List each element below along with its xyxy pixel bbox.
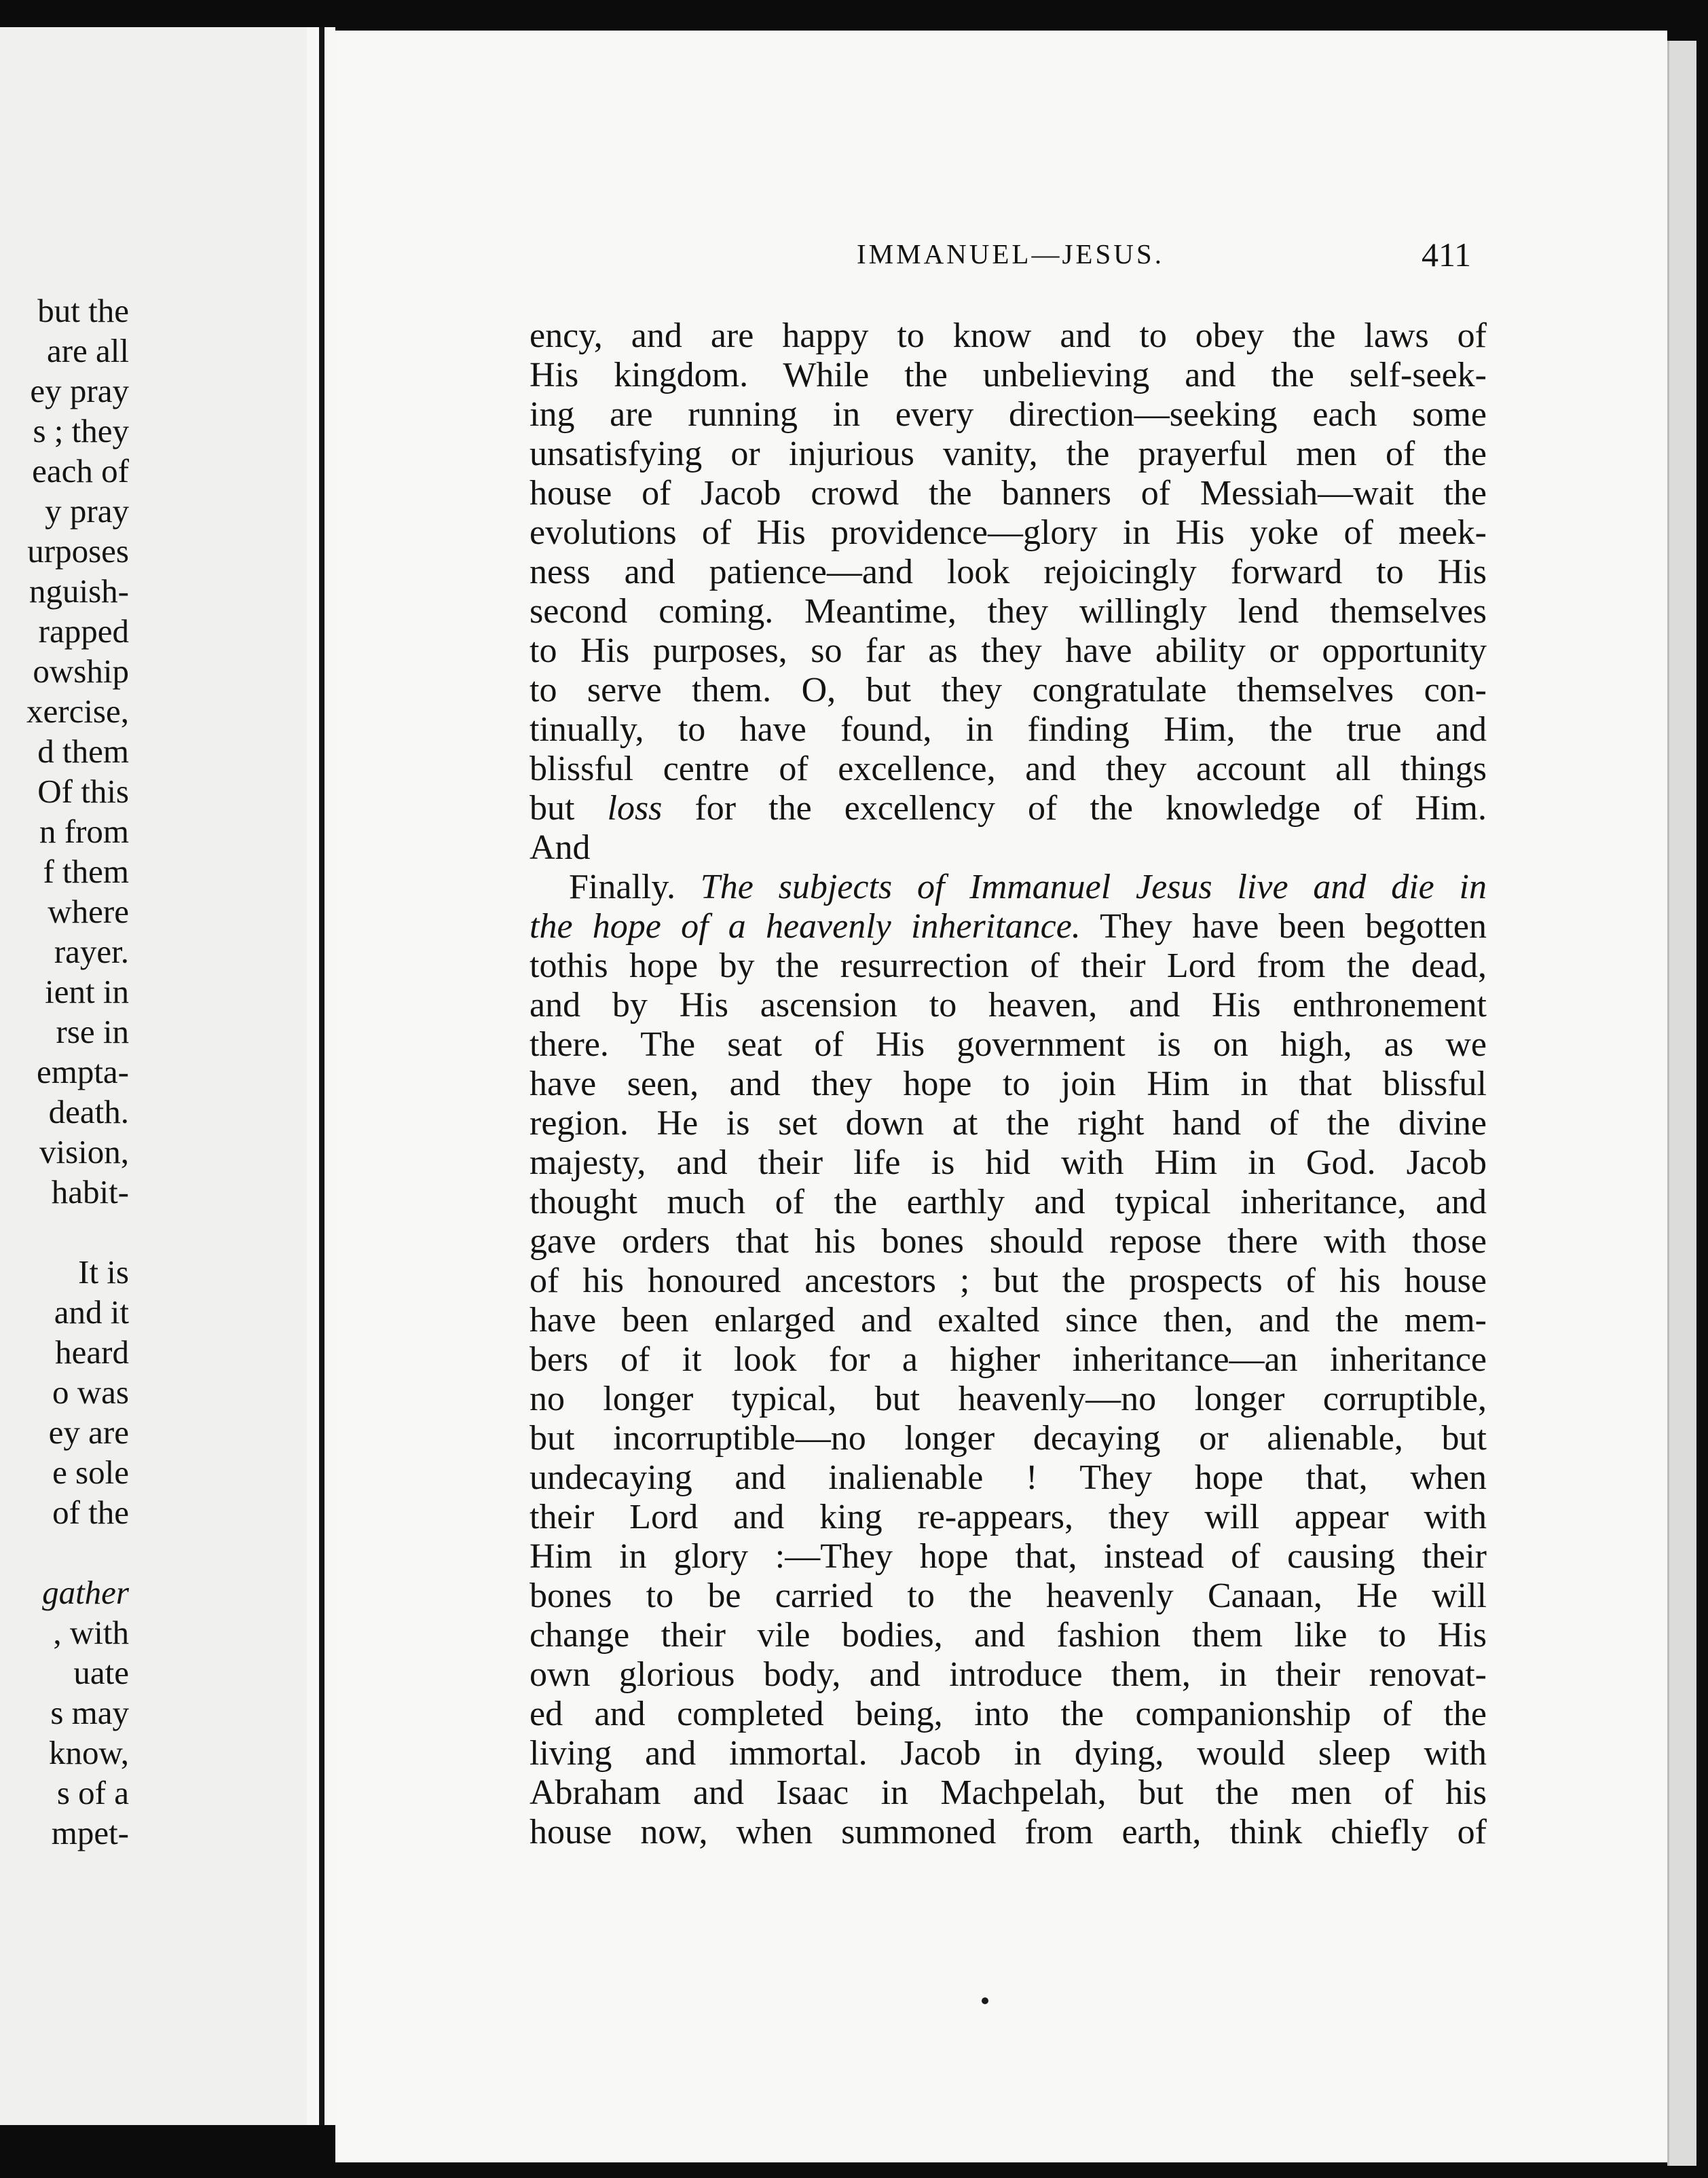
text-line: ency, and are happy to know and to obey the laws of	[530, 316, 1487, 355]
text-line: their Lord and king re-appears, they will appear with	[530, 1498, 1487, 1536]
text-line: but incorruptible—no longer decaying or alienable, but	[530, 1419, 1487, 1458]
text-line: to His purposes, so far as they have ability or opportunity	[530, 631, 1487, 670]
text-line: Him in glory :—They hope that, instead of causing their	[530, 1537, 1487, 1576]
text-line: house now, when summoned from earth, think chiefly of	[530, 1813, 1487, 1851]
left-page-line: uate	[73, 1654, 129, 1691]
left-page-line: habit-	[51, 1173, 129, 1211]
text-line: of his honoured ancestors ; but the prospects of his house	[530, 1261, 1487, 1300]
text-line: second coming. Meantime, they willingly lend themselves	[530, 592, 1487, 631]
text-line: Abraham and Isaac in Machpelah, but the men of his	[530, 1773, 1487, 1812]
left-page-line: gather	[42, 1574, 129, 1611]
left-page-line: e sole	[52, 1454, 129, 1491]
text-line: And	[530, 828, 591, 867]
left-page-line: f them	[43, 853, 129, 890]
left-page-line: ey are	[48, 1414, 129, 1451]
text-line: have seen, and they hope to join Him in that blissful	[530, 1065, 1487, 1103]
text-line: tinually, to have found, in finding Him, the true and	[530, 710, 1487, 749]
left-page-line: of the	[52, 1494, 129, 1531]
left-page-line: It is	[78, 1253, 129, 1291]
text-line: no longer typical, but heavenly—no longer corruptible,	[530, 1380, 1487, 1418]
left-page-line: empta-	[36, 1053, 129, 1090]
text-run: They have been begotten	[1080, 907, 1487, 946]
text-run: Finally.	[569, 868, 701, 906]
left-page-line: are all	[46, 332, 129, 369]
text-line	[530, 789, 1487, 828]
ink-dot	[982, 1997, 988, 2004]
text-line: to serve them. O, but they congratulate themselves con-	[530, 671, 1487, 709]
left-page-line: but the	[37, 292, 129, 329]
text-line: ness and patience—and look rejoicingly forward to His	[530, 553, 1487, 591]
text-line: His kingdom. While the unbelieving and the self-seek-	[530, 356, 1487, 394]
text-line: undecaying and inalienable ! They hope that, when	[530, 1458, 1487, 1497]
left-page-line: o was	[52, 1373, 129, 1411]
text-line: living and immortal. Jacob in dying, would sleep with	[530, 1734, 1487, 1773]
page-edge	[1667, 41, 1696, 2166]
left-page-line: rapped	[38, 612, 129, 650]
italic-word: loss	[607, 789, 663, 828]
text-line: thought much of the earthly and typical inheritance, and	[530, 1183, 1487, 1221]
page-number: 411	[1422, 236, 1472, 274]
text-line: own glorious body, and introduce them, in their renovat-	[530, 1655, 1487, 1694]
left-page-line: , with	[53, 1614, 129, 1651]
left-page-line: nguish-	[29, 572, 129, 610]
left-page-line: vision,	[39, 1133, 129, 1170]
italic-phrase: the hope of a heavenly inheritance.	[530, 907, 1081, 946]
text-line: tothis hope by the resurrection of their Lord from the dead,	[530, 946, 1487, 985]
left-facing-page	[0, 27, 307, 2125]
italic-phrase: The subjects of Immanuel Jesus live and die in	[700, 868, 1487, 906]
text-line: gave orders that his bones should repose there with those	[530, 1222, 1487, 1261]
left-page-line: heard	[55, 1333, 129, 1371]
text-line: blissful centre of excellence, and they account all things	[530, 750, 1487, 788]
text-line: unsatisfying or injurious vanity, the prayerful men of the	[530, 435, 1487, 473]
text-line: ed and completed being, into the companionship of the	[530, 1695, 1487, 1733]
left-page-line: s may	[50, 1694, 129, 1731]
left-page-line: and it	[54, 1293, 129, 1331]
left-page-line: each of	[32, 452, 129, 490]
text-line: and by His ascension to heaven, and His enthronement	[530, 986, 1487, 1025]
left-page-line: know,	[49, 1734, 129, 1771]
binding-spine	[319, 27, 324, 2125]
left-page-line: ient in	[45, 973, 129, 1010]
running-head: IMMANUEL—JESUS.	[857, 238, 1164, 270]
left-page-line: n from	[39, 813, 129, 850]
left-page-line: Of this	[37, 773, 129, 810]
text-line: majesty, and their life is hid with Him in God. Jacob	[530, 1143, 1487, 1182]
text-line	[530, 907, 1487, 946]
text-run: for the excellency of the knowledge of Him.	[662, 789, 1487, 828]
text-line: evolutions of His providence—glory in His yoke of meek-	[530, 513, 1487, 552]
left-page-line: ey pray	[30, 372, 129, 409]
text-line: house of Jacob crowd the banners of Messiah—wait the	[530, 474, 1487, 513]
text-line: there. The seat of His government is on high, as we	[530, 1025, 1487, 1064]
left-page-line: mpet-	[51, 1814, 129, 1851]
left-page-line: death.	[48, 1093, 129, 1130]
left-page-line: where	[48, 893, 129, 930]
left-page-line: rayer.	[54, 933, 129, 970]
left-page-line: xercise,	[26, 693, 129, 730]
left-page-line: s ; they	[33, 412, 129, 449]
text-line: ing are running in every direction—seeking each some	[530, 395, 1487, 434]
left-page-line: rse in	[56, 1013, 129, 1050]
text-line: bones to be carried to the heavenly Canaan, He will	[530, 1576, 1487, 1615]
left-page-line: urposes	[27, 532, 129, 570]
text-line: change their vile bodies, and fashion them like to His	[530, 1616, 1487, 1655]
text-run: but	[530, 789, 608, 828]
text-line: have been enlarged and exalted since then, and the mem-	[530, 1301, 1487, 1340]
left-page-line: y pray	[45, 492, 129, 530]
left-page-line: s of a	[56, 1774, 129, 1811]
left-page-line: owship	[33, 652, 129, 690]
text-line	[569, 868, 1487, 907]
text-line: bers of it look for a higher inheritance—an inheritance	[530, 1340, 1487, 1379]
left-page-line: d them	[37, 733, 129, 770]
text-line: region. He is set down at the right hand of the divine	[530, 1104, 1487, 1143]
